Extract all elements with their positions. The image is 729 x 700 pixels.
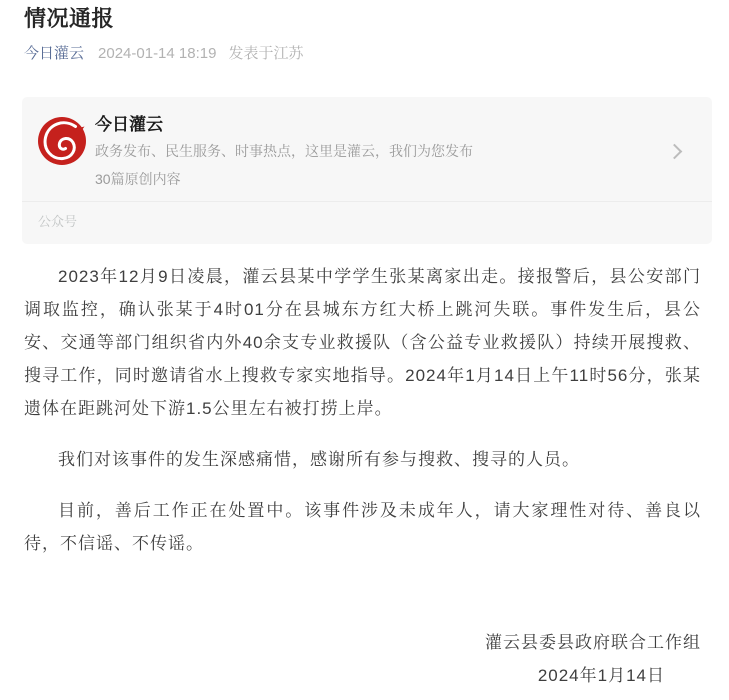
chevron-right-icon[interactable] <box>667 143 683 159</box>
account-card[interactable] <box>22 97 712 244</box>
account-card-footer <box>22 201 712 244</box>
article-paragraph-1: 2023年12月9日凌晨，灌云县某中学学生张某离家出走。接报警后，县公安部门调取监控，确认张某于4时01分在县城东方红大桥上跳河失联。事件发生后，县公安、交通等部门组织省内外40余支专业救援队（含公益专业救援队）持续开展搜救、搜寻工作，同时邀请省水上搜救专家实地指导。2024年1月14日上午11时56分，张某遗体在距跳河处下游1.5公里左右被打捞上岸。 <box>24 267 701 418</box>
signature-org: 灌云县委县政府联合工作组 <box>485 633 701 652</box>
publish-time: 2024-01-14 18:19 <box>98 45 217 62</box>
article-paragraph-3: 目前，善后工作正在处置中。该事件涉及未成年人，请大家理性对待、善良以待，不信谣、不传谣。 <box>24 501 701 553</box>
account-card-description: 政务发布、民生服务、时事热点，这里是灌云，我们为您发布 <box>95 143 473 159</box>
byline <box>24 44 701 64</box>
publish-location: 发表于江苏 <box>228 45 304 62</box>
article-body <box>24 260 701 692</box>
account-logo-icon <box>38 117 86 165</box>
article-title: 情况通报 <box>24 6 115 31</box>
article-paragraph-2: 我们对该事件的发生深感痛惜，感谢所有参与搜救、搜寻的人员。 <box>58 450 580 469</box>
article-signature <box>24 626 701 692</box>
account-type-label: 公众号 <box>38 214 78 229</box>
account-card-main <box>22 97 712 201</box>
signature-date: 2024年1月14日 <box>537 666 665 685</box>
account-original-count: 30篇原创内容 <box>95 171 181 187</box>
account-card-name: 今日灌云 <box>95 115 163 134</box>
account-name-link[interactable]: 今日灌云 <box>24 45 85 62</box>
account-info <box>95 113 659 189</box>
